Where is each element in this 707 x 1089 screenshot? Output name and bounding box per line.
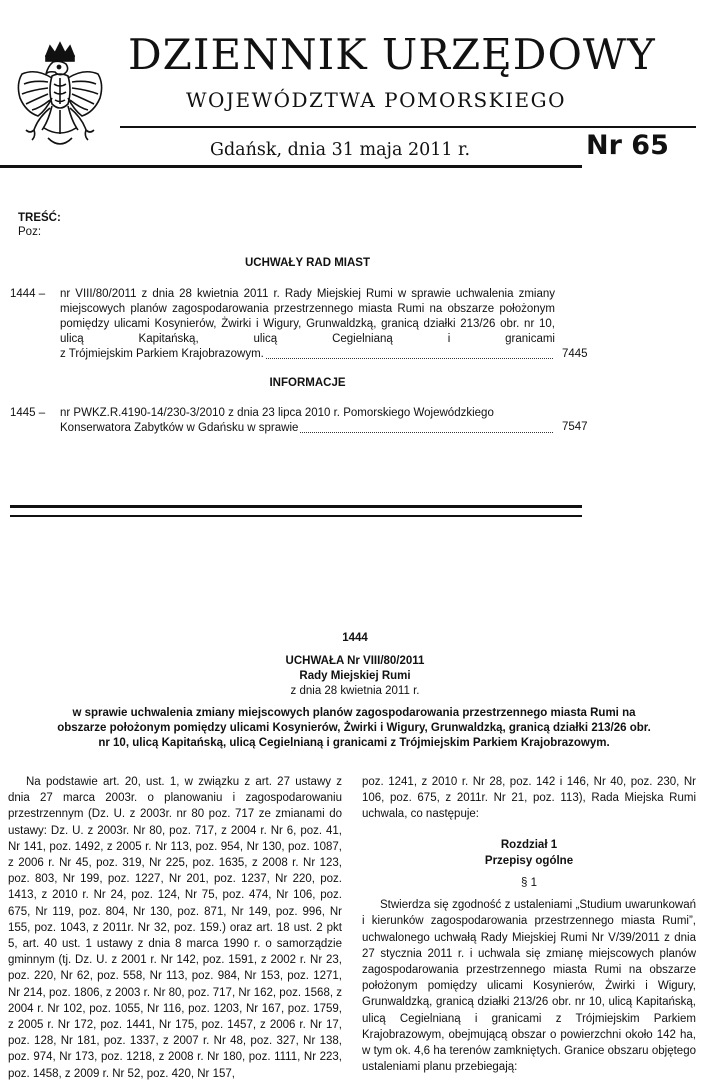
section-divider-thin: [10, 515, 582, 517]
toc-entry-number: 1444 –: [10, 288, 46, 300]
toc-entry-leader: [60, 421, 555, 436]
toc-section-heading: UCHWAŁY RAD MIAST: [244, 257, 370, 269]
dot-leader: [300, 432, 553, 433]
act-date: z dnia 28 kwietnia 2011 r.: [290, 685, 420, 697]
toc-entry-text[interactable]: [60, 287, 555, 362]
act-subject: w sprawie uchwalenia zmiany miejscowych planów zagospodarowania przestrzennego miasta Rumi na obszarze położonym pomiędzy ulicami Kosynierów, Żwirki i Wigury, Grunwaldzką, granicą działki 213/26 obr. nr 10, ulicą Kapitańską, ulicą Cegielnianą i granicami z Trójmiejskim Parkiem Krajobrazowym.: [57, 707, 651, 749]
toc-entry-leader: [60, 347, 555, 362]
dot-leader: [266, 358, 553, 359]
act-issuer: Rady Miejskiej Rumi: [299, 670, 411, 682]
left-text-column: [8, 774, 342, 1082]
legal-basis-continuation: poz. 1241, z 2010 r. Nr 28, poz. 142 i 146, Nr 40, poz. 230, Nr 106, poz. 675, z 2011r. Nr 21, poz. 113), Rada Miejska Rumi uchwala, co następuje:: [362, 776, 696, 821]
toc-entry-number: 1445 –: [10, 407, 46, 419]
toc-label: TREŚĆ:: [18, 212, 61, 224]
paragraph-mark: § 1: [521, 877, 537, 890]
publication-title: DZIENNIK URZĘDOWY: [128, 30, 656, 79]
right-text-column: [362, 774, 696, 1075]
publication-subtitle: WOJEWÓDZTWA POMORSKIEGO: [186, 88, 566, 112]
issue-place-date: Gdańsk, dnia 31 maja 2011 r.: [210, 140, 471, 160]
toc-entry-line: nr PWKZ.R.4190-14/230-3/2010 z dnia 23 lipca 2010 r. Pomorskiego Wojewódzkiego: [60, 407, 494, 419]
toc-entry-line: z Trójmiejskim Parkiem Krajobrazowym.: [60, 348, 264, 360]
polish-eagle-emblem-icon: [8, 38, 112, 158]
paragraph-1-text: Stwierdza się zgodność z ustaleniami „Studium uwarunkowań i kierunków zagospodarowania przestrzennego miasta Rumi”, uchwalonego uchwałą Rady Miejskiej Rumi Nr V/39/2011 z dnia 27 stycznia 2011 r. i uchwala się zmianę miejscowych planów zagospodarowania przestrzennego miasta Rumi na obszarze położonym pomiędzy ulicami Kosynierów, Żwirki i Wigury, Grunwaldzką, granicą działki 213/26 obr. nr 10, ulicą Kapitańską, ulicą Cegielnianą i granicami z Trójmiejskim Parkiem Krajobrazowym, obejmującą obszar o powierzchni około 142 ha, w tym ok. 4,6 ha terenów zamkniętych. Granice obszaru objętego ustaleniami planu przebiegają:: [362, 899, 696, 1074]
toc-entry-line: nr VIII/80/2011 z dnia 28 kwietnia 2011 r. Rady Miejskiej Rumi w sprawie uchwalenia zmiany miejscowych planów zagospodarowania przestrzennego miasta Rumi na obszarze położonym pomiędzy ulicami Kosynierów, Żwirki i Wigury, Grunwaldzką, granicą działki 213/26 obr. nr 10, ulicą Kapitańską, ulicą Cegielnianą i granicami: [60, 288, 555, 345]
toc-poz-label: Poz:: [18, 226, 42, 238]
toc-entry-page: 7547: [562, 421, 588, 433]
legal-basis-paragraph: Na podstawie art. 20, ust. 1, w związku z art. 27 ustawy z dnia 27 marca 2003r. o planowaniu i zagospodarowaniu przestrzennym (Dz. U. z 2003r. nr 80 poz. 717 ze zmianami do ustawy: Dz. U. z 2003r. Nr 80, poz. 717, z 2004 r. Nr 6, poz. 41, Nr 141, poz. 1492, z 2005 r. Nr 113, poz. 954, Nr 130, poz. 1087, z 2006 r. Nr 45, poz. 319, Nr 225, poz. 1635, z 2008 r. Nr 123, poz. 803, Nr 199, poz. 1227, Nr 201, poz. 1237, Nr 220, poz. 1413, z 2010 r. Nr 24, poz. 124, Nr 75, poz. 474, Nr 106, poz. 675, Nr 119, poz. 804, Nr 130, poz. 871, Nr 149, poz. 996, Nr 155, poz. 1043, z 2011r. Nr 32, poz. 159.) oraz art. 18 ust. 2 pkt 5, art. 40 ust. 1 ustawy z dnia 8 marca 1990 r. o samorządzie gminnym (tj. Dz. U. z 2001 r. Nr 142, poz. 1591, z 2002 r. Nr 23, poz. 220, Nr 62, poz. 558, Nr 113, poz. 984, Nr 153, poz. 1271, Nr 214, poz. 1806, z 2003 r. Nr 80, poz. 717, Nr 162, poz. 1568, z 2004 r. Nr 102, poz. 1055, Nr 116, poz. 1203, Nr 167, poz. 1759, z 2005 r. Nr 172, poz. 1441, Nr 175, poz. 1457, z 2006 r. Nr 17, poz. 128, Nr 181, poz. 1337, z 2007 r. Nr 48, poz. 327, Nr 138, poz. 974, Nr 173, poz. 1218, z 2008 r. Nr 180, poz. 1111, Nr 223, poz. 1458, z 2009 r. Nr 52, poz. 420, Nr 157,: [8, 776, 342, 1080]
chapter-title: Przepisy ogólne: [484, 854, 574, 867]
toc-entry-text[interactable]: [60, 406, 555, 436]
header-rule-bottom: [0, 165, 582, 168]
toc-entry-line: Konserwatora Zabytków w Gdańsku w sprawie: [60, 422, 299, 434]
act-title: UCHWAŁA Nr VIII/80/2011: [285, 655, 425, 667]
issue-number: Nr 65: [586, 130, 669, 161]
toc-section-heading: INFORMACJE: [269, 377, 346, 389]
section-divider-thick: [10, 505, 582, 508]
act-position-number: 1444: [342, 632, 368, 644]
header-rule-top: [120, 126, 696, 128]
chapter-number: Rozdział 1: [500, 838, 558, 851]
toc-entry-page: 7445: [562, 348, 588, 360]
